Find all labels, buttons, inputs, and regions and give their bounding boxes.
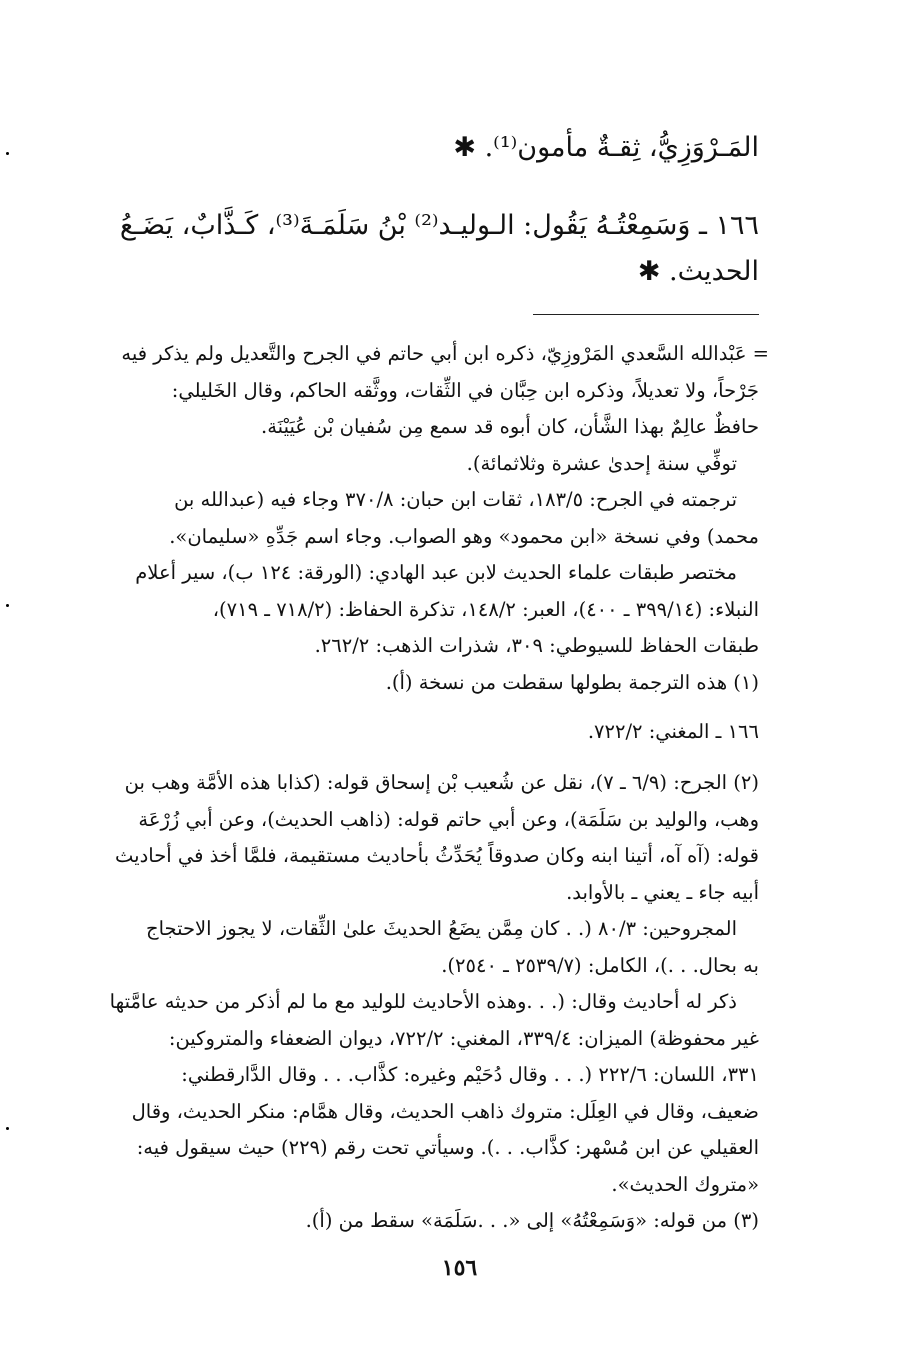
footnote-block-continued (72, 336, 769, 701)
footnote-line: = عَبْدالله السَّعدي المَرْوزِيّ، ذكره ابن أبي حاتم في الجرح والتَّعديل ولم يذكر فيه (121, 342, 769, 365)
footnote-separator (533, 314, 759, 315)
main-text-entry-166: ١٦٦ ـ وَسَمِعْتُـهُ يَقُول: الـوليـد⁽²⁾ بْنُ سَلَمَـةَ⁽³⁾، كَـذَّابٌ، يَضَـعُ (119, 210, 759, 241)
footnote-line: مختصر طبقات علماء الحديث لابن عبد الهادي: (الورقة: ١٢٤ ب)، سير أعلام (135, 561, 737, 584)
footnote-line: ذكر له أحاديث وقال: (. . .وهذه الأحاديث للوليد مع ما لم أذكر من حديثه عامَّتها (109, 990, 737, 1013)
main-text-line-3: الحديث. ✱ (637, 256, 759, 287)
scan-mark (6, 1127, 9, 1130)
footnote-line: وهب، والوليد بن سَلَمَة)، وعن أبي حاتم قوله: (ذاهب الحديث)، وعن أبي زُرْعَة (138, 807, 759, 831)
footnote-line: غير محفوظة) الميزان: ٣٣٩/٤، المغني: ٧٢٢/٢، ديوان الضعفاء والمتروكين: (168, 1026, 759, 1050)
footnote-line: توفِّي سنة إحدىٰ عشرة وثلاثمائة). (466, 451, 737, 475)
footnote-line: طبقات الحفاظ للسيوطي: ٣٠٩، شذرات الذهب: ٢٦٢/٢. (314, 634, 759, 657)
footnote-line: المجروحين: ٨٠/٣ (. . كان مِمَّن يضَعُ الحديثَ علىٰ الثِّقات، لا يجوز الاحتجاج (146, 917, 737, 940)
entry-166-reference: ١٦٦ ـ المغني: ٧٢٢/٢. (587, 720, 759, 743)
scan-mark (6, 152, 9, 155)
footnote-line: حافظٌ عالِمٌ بهذا الشَّأن، كان أبوه قد سمع مِن سُفيان بْن عُيَيْنَة. (261, 415, 759, 438)
page-number: ١٥٦ (441, 1255, 478, 1281)
footnote-line: محمد) وفي نسخة «ابن محمود» وهو الصواب. وجاء اسم جَدِّهِ «سليمان». (169, 524, 759, 548)
footnote-line: به بحال. . .)، الكامل: (٢٥٣٩/٧ ـ ٢٥٤٠). (441, 953, 759, 977)
footnote-line: العقيلي عن ابن مُسْهر: كذَّاب. . .). وسيأتي تحت رقم (٢٢٩) حيث سيقول فيه: (136, 1136, 759, 1159)
footnote-block-2-3 (72, 765, 759, 1240)
footnote-line: ٣٣١، اللسان: ٢٢٢/٦ (. . . وقال دُحَيْم وغيره: كذَّاب. . . وقال الدَّارقطني: (181, 1063, 759, 1086)
footnote-line: النبلاء: (٣٩٩/١٤ ـ ٤٠٠)، العبر: ١٤٨/٢، تذكرة الحفاظ: (٧١٨/٢ ـ ٧١٩)، (212, 597, 759, 621)
footnote-line: قوله: (آه آه، أتينا ابنه وكان صدوقاً يُحَدِّثُ بأحاديث مستقيمة، فلمَّا أخذ في أحاديث (115, 844, 759, 867)
footnote-line: جَرْحاً، ولا تعديلاً، وذكره ابن حِبَّان في الثِّقات، ووثَّقه الحاكم، وقال الخَليلي: (171, 378, 759, 402)
footnote-1: (١) هذه الترجمة بطولها سقطت من نسخة (أ). (385, 670, 759, 694)
footnote-line: ترجمته في الجرح: ١٨٣/٥، ثقات ابن حبان: ٣٧٠/٨ وجاء فيه (عبدالله بن (174, 488, 737, 511)
footnote-2: (٢) الجرح: (٦/٩ ـ ٧)، نقل عن شُعيب بْن إسحاق قوله: (كذابا هذه الأمَّة وهب بن (124, 771, 759, 794)
footnote-3: (٣) من قوله: «وَسَمِعْتُهُ» إلى «. . .سَلَمَة» سقط من (أ). (305, 1209, 759, 1232)
main-text-line-1: المَـرْوَزِيُّ، ثِقـةٌ مأمون⁽¹⁾. ✱ (453, 132, 759, 163)
footnote-line: أبيه جاء ـ يعني ـ بالأوابد. (566, 880, 759, 904)
scan-mark (6, 604, 9, 607)
footnote-line: «متروك الحديث». (611, 1172, 759, 1196)
footnote-line: ضعيف، وقال في العِلَل: متروك ذاهب الحديث، وقال همَّام: منكر الحديث، وقال (131, 1099, 759, 1123)
